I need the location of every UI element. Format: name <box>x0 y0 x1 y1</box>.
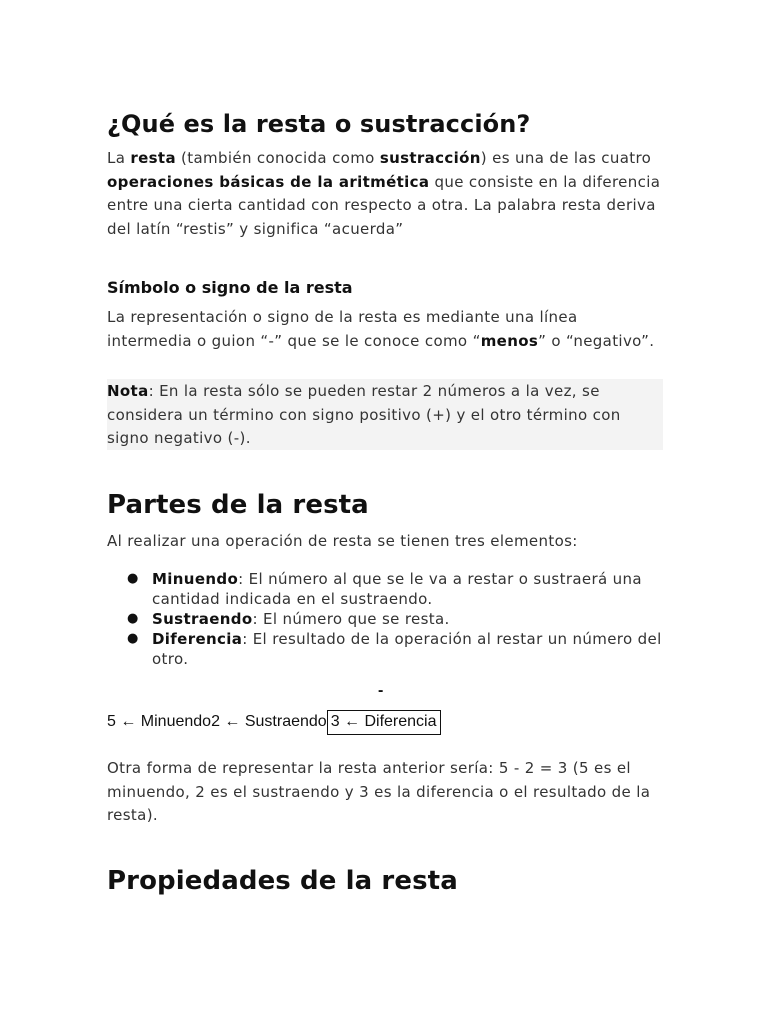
heading-que-es-la-resta: ¿Qué es la resta o sustracción? <box>107 110 531 138</box>
symbol-paragraph <box>107 306 663 353</box>
list-item-term: Sustraendo <box>152 610 253 628</box>
list-item-term: Minuendo <box>152 570 239 588</box>
note-box <box>107 379 663 450</box>
alternative-representation: Otra forma de representar la resta anterior sería: 5 - 2 = 3 (5 es el minuendo, 2 es el sustraendo y 3 es la diferencia o el resultado de la resta). <box>107 759 651 824</box>
operation-row <box>107 710 441 735</box>
list-item-desc: : El resultado de la operación al restar un número del otro. <box>152 630 662 668</box>
list-item-minuendo <box>107 569 663 609</box>
parts-list <box>107 569 663 669</box>
intro-bold-sustraccion: sustracción <box>379 149 481 167</box>
bullet-icon: ● <box>127 611 139 626</box>
intro-text-1: La <box>107 149 131 167</box>
symbol-text-1: La representación o signo de la resta es mediante una línea intermedia o guion “-” que se le conoce como “ <box>107 308 578 350</box>
intro-text-3: ) es una de las cuatro <box>480 149 652 167</box>
operation-minuend-subtrahend: 5 ← Minuendo2 ← Sustraendo <box>107 713 327 730</box>
intro-text-2: (también conocida como <box>175 149 380 167</box>
note-text: : En la resta sólo se pueden restar 2 números a la vez, se considera un término con signo positivo (+) y el otro término con signo negativo (-). <box>107 382 621 447</box>
bullet-icon: ● <box>127 571 139 586</box>
bullet-icon: ● <box>127 631 139 646</box>
intro-paragraph <box>107 147 663 241</box>
heading-partes: Partes de la resta <box>107 490 369 520</box>
list-item-desc: : El número al que se le va a restar o sustraerá una cantidad indicada en el sustraendo. <box>152 570 642 608</box>
heading-propiedades: Propiedades de la resta <box>107 866 458 896</box>
operation-difference-box: 3 ← Diferencia <box>327 710 441 735</box>
list-item-term: Diferencia <box>152 630 243 648</box>
heading-simbolo: Símbolo o signo de la resta <box>107 278 353 297</box>
list-item-sustraendo <box>107 609 663 629</box>
parts-intro: Al realizar una operación de resta se tienen tres elementos: <box>107 532 578 550</box>
symbol-bold-menos: menos <box>480 331 539 350</box>
operation-minus-sign: - <box>378 682 384 699</box>
intro-bold-operaciones: operaciones básicas de la aritmética <box>107 172 430 191</box>
list-item-desc: : El número que se resta. <box>252 610 450 628</box>
symbol-text-2: ” o “negativo”. <box>538 331 655 350</box>
intro-bold-resta: resta <box>130 149 176 167</box>
list-item-diferencia <box>107 629 663 669</box>
note-label: Nota <box>107 382 149 400</box>
intro-text-4: que consiste en la diferencia entre una cierta cantidad con respecto a otra. La palabra resta deriva del latín “restis” y significa “acuerda” <box>107 172 661 238</box>
